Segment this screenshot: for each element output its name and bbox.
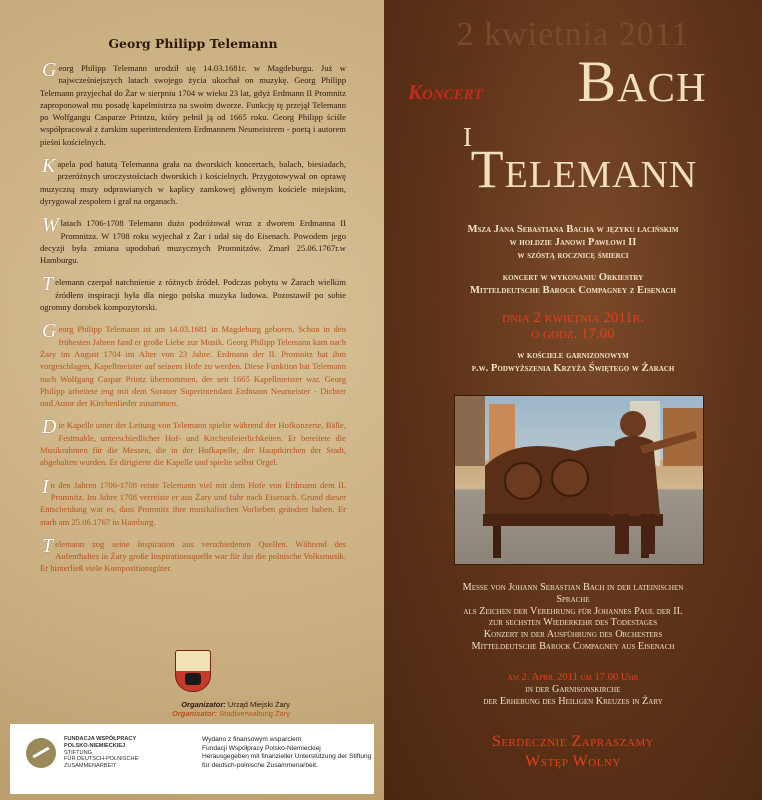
orchestra-line: Mitteldeutsche Barock Compagney z Eisenach — [470, 284, 676, 296]
venue-line: in der Garnisonskirche — [525, 684, 621, 695]
funding-box — [10, 724, 374, 794]
paragraph-pl-4 — [40, 273, 346, 313]
concert-panel — [384, 0, 762, 800]
drop-cap: G — [42, 59, 57, 81]
drop-cap: G — [42, 320, 57, 343]
de-line: zur sechsten Wiederkehr des Todestages — [488, 617, 658, 629]
title-conjunction: i — [463, 113, 473, 155]
foundation-line: POLSKO-NIEMIECKIEJ — [64, 742, 126, 749]
paragraph-de-4 — [40, 534, 346, 575]
drop-cap: K — [42, 155, 56, 178]
foundation-name — [64, 736, 184, 770]
organizer-name: Stadtverwaltung Żary — [219, 709, 290, 718]
mass-description — [394, 224, 752, 262]
de-line: Sprache — [556, 593, 590, 605]
de-line: Mitteldeutsche Barock Compagney aus Eisenach — [471, 640, 675, 652]
paragraph-text: apela pod batutą Telemanna grała na dworskich koncertach, balach, biesiadach, przeróżnych uroczystościach dworskich i kościelnych. Przygotowywał on oprawę muzyczną mszy odprawianych w kaplicy zamkowej głównym kościele miejskim, dyrygował zespołem i grał na organach. — [40, 159, 346, 206]
paragraph-text: elemann zog seine Inspiration aus verschiedenen Quellen. Während des Aufenthaltes in Żary große Inspirationsquelle war für ihn die polnische Volksmusik. Er hinterließ viele Kompositionsgüter. — [40, 538, 346, 574]
koncert-label: Koncert — [408, 80, 483, 104]
organizer-area — [0, 648, 384, 720]
invitation — [394, 732, 752, 772]
time-line: o godz. 17.00 — [531, 326, 615, 342]
title-telemann: Telemann — [470, 139, 698, 199]
drop-cap: D — [42, 416, 57, 439]
funding-line: Fundacji Współpracy Polsko-Niemieckiej — [202, 744, 321, 752]
foundation-line: FÜR DEUTSCH-POLNISCHE — [64, 756, 139, 763]
funding-text — [202, 736, 372, 770]
paragraph-pl-3 — [40, 214, 346, 266]
orchestra-line: koncert w wykonaniu Orkiestry — [502, 272, 644, 283]
de-line: Messe von Johann Sebastian Bach in der lateinischen — [462, 582, 684, 593]
de-line: als Zeichen der Verehrung für Johannes Paul der II. — [463, 605, 683, 617]
venue-line: der Erhebung des Heiligen Kreuzes in Żary — [483, 695, 663, 707]
foundation-line: FUNDACJA WSPÓŁPRACY — [64, 736, 137, 742]
funding-line: für deutsch-polnische Zusammenarbeit. — [202, 761, 318, 769]
organizer-label: Organisator: — [172, 709, 218, 718]
drop-cap: I — [42, 475, 49, 498]
description-de — [394, 582, 752, 653]
funding-line: Wydano z finansowym wsparciem — [202, 736, 302, 743]
paragraph-pl-1 — [40, 59, 346, 148]
organizer-pl — [110, 700, 290, 709]
paragraph-text: latach 1706-1708 Telemann dużo podróżował wraz z dworem Erdmanna II Promnitza. W 1708 roku wyjechał z Żar i udał się do Eisenach. Powodem jego decyzji była zmiana upodobań muzycznych Promnitzów. Zmarł 25.06.1767r.w Hamburgu. — [40, 218, 346, 266]
statue-illustration — [455, 396, 703, 564]
venue-pl — [394, 350, 752, 376]
concert-date-pl — [394, 310, 752, 342]
venue-line: p.w. Podwyższenia Krzyża Świętego w Żarach — [471, 362, 675, 374]
paragraph-de-1 — [40, 320, 346, 409]
paragraph-text: n den Jahren 1706-1708 reiste Telemann viel mit dem Hofe von Erdmann dem II. Promnitz. Im Jahre 1708 verreiste er aus Żary und fuhr nach Eisenach. Grund dieser Entscheidung war es, dass Promnitz ihre musikalischen Vorlieben geändert haben. Er starb am 25.06.1767 in Hamburg. — [40, 479, 346, 527]
paragraph-text: ie Kapelle unter der Leitung von Telemann spielte während der Hofkonzerte, Bälle, Festmahle, unterschiedlicher Hof- und Kirchenfeierlichkeiten. Er bereitete die Musikrahmen für die Messen, die in der Hofkapelle, der Hauptkirchen der Stadt, abgehalten wurden. Er dirigierte die Kapelle und spielte selbst Orgel. — [40, 420, 346, 468]
free-entry-line: Wstęp Wolny — [525, 753, 621, 770]
coat-of-arms-icon — [175, 650, 211, 692]
date-watermark: 2 kwietnia 2011 — [456, 16, 690, 53]
telemann-statue-photo — [454, 395, 704, 565]
organizer-de — [110, 709, 290, 718]
foundation-logo-icon — [26, 738, 56, 768]
drop-cap: T — [42, 273, 54, 296]
foundation-line: ZUSAMMENARBEIT — [64, 763, 117, 770]
venue-line: w kościele garnizonowym — [517, 350, 629, 361]
drop-cap: W — [42, 214, 59, 237]
mass-line: Msza Jana Sebastiana Bacha w języku łacińskim — [467, 224, 679, 235]
paragraph-de-3 — [40, 475, 346, 528]
mass-line: w hołdzie Janowi Pawłowi II — [509, 236, 637, 248]
organizer-label: Organizator: — [181, 700, 226, 709]
paragraph-text: elemann czerpał natchnienie z różnych źródeł. Podczas pobytu w Żarach wielkim źródłem inspiracji była dla niego polska muzyka ludowa. Pozostawił po sobie ogromny dorobek kompozytorski. — [40, 277, 346, 313]
foundation-line: STIFTUNG — [64, 749, 92, 756]
venue-de — [394, 684, 752, 708]
drop-cap: T — [42, 534, 54, 557]
mass-line: w szóstą rocznicę śmierci — [517, 249, 629, 261]
funding-line: Herausgegeben mit finanzieller Unterstützung der Stiftung — [202, 753, 372, 761]
paragraph-text: eorg Philipp Telemann ist am 14.03.1681 in Magdeburg geboren. Schon in den frühesten Jahren fand er große Liebe zur Musik. Georg Philipp Telemann kam nach Żary im August 1704 im Alter von 23 Jahre. Erdmann der II. Promnitz hat ihm vorgeschlagen, Kapellmeister auf seinem Hofe zu werden. Diese Funktion hat Telemann nach Wolfgang Caspar Printz übernommen, der seit 1665 Kapellmeister war. Georg Philipp arbeitete eng mit dem Sorauer Superintendant Erdmann Neumeister - Dichter und Autor der Kirchenlieder zusammen. — [40, 324, 346, 409]
de-line: Konzert in der Ausführung des Orchesters — [483, 629, 663, 641]
paragraph-pl-2 — [40, 155, 346, 207]
concert-date-de: am 2. April 2011 um 17.00 Uhr — [507, 672, 639, 683]
biography-column — [40, 36, 346, 585]
invite-line: Serdecznie Zapraszamy — [491, 733, 655, 750]
title-bach: Bach — [577, 49, 707, 114]
biography-title: Georg Philipp Telemann — [108, 36, 278, 51]
paragraph-de-2 — [40, 416, 346, 468]
orchestra-info — [394, 272, 752, 298]
paragraph-text: eorg Philipp Telemann urodził się 14.03.1681r. w Magdeburgu. Już w najwcześniejszych latach swojego życia ukochał on muzykę. Georg Philipp Telemann przyjechał do Żar w sierpniu 1704 w wieku 23 lat, gdyż Erdmann II Promnitz zaproponował mu posadę kapelmistrza na swoim dworze. Funkcję tę przejął Telemann po Wolfgangu Casparze Printzu, który pełnił ją od 1665 roku. Georg Philipp ściśle współpracował z żarskim superintendentem Erdmannem Neumeistrem - poetą i autorem pieśni kościelnych. — [40, 63, 346, 147]
date-line: dnia 2 kwietnia 2011r. — [502, 310, 644, 326]
organizer-name: Urząd Miejski Żary — [227, 700, 290, 709]
